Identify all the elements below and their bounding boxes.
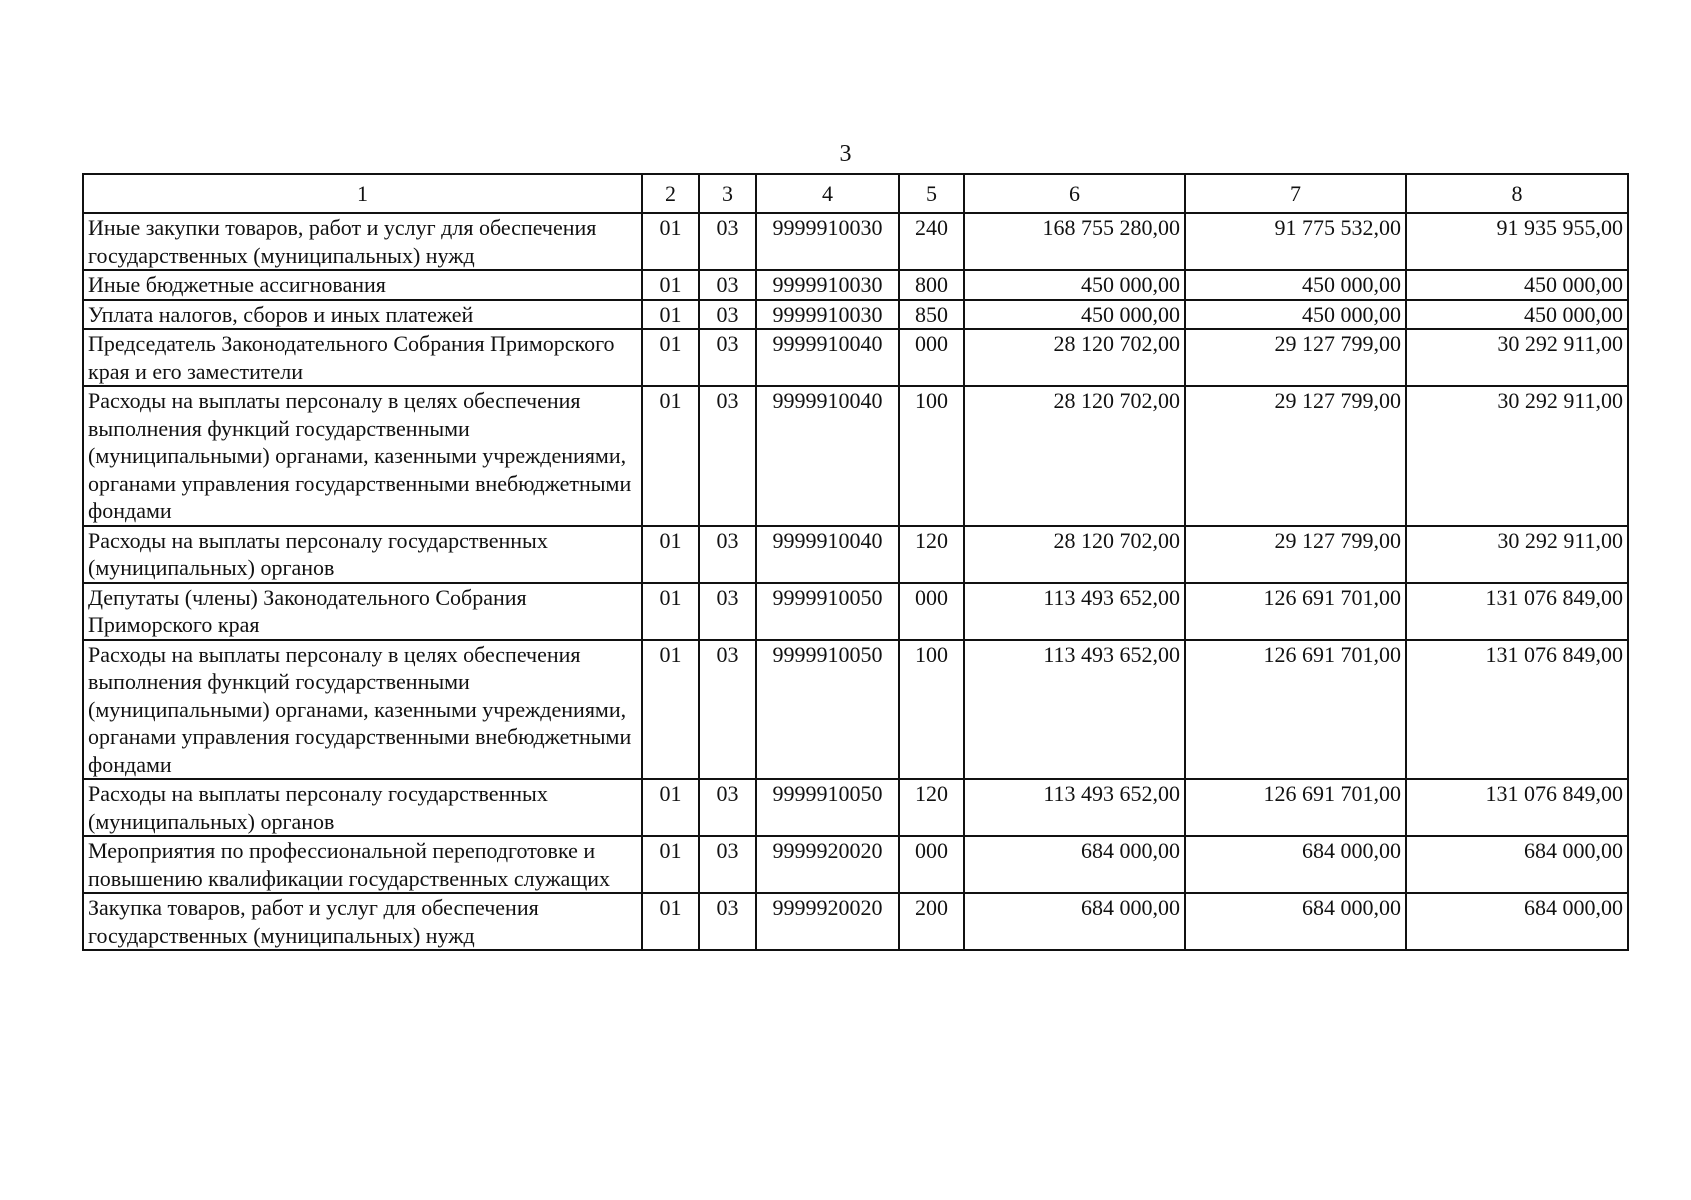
amount-cell: 450 000,00: [1406, 270, 1628, 300]
section-code-cell: 01: [642, 893, 699, 950]
section-code-cell: 01: [642, 213, 699, 270]
amount-cell: 91 775 532,00: [1185, 213, 1406, 270]
amount-cell: 131 076 849,00: [1406, 640, 1628, 780]
amount-cell: 450 000,00: [1185, 270, 1406, 300]
amount-cell: 684 000,00: [1185, 893, 1406, 950]
row-name-cell: Уплата налогов, сборов и иных платежей: [83, 300, 642, 330]
target-article-cell: 9999910040: [756, 526, 899, 583]
section-code-cell: 01: [642, 329, 699, 386]
subsection-code-cell: 03: [699, 836, 756, 893]
table-row: [83, 583, 1628, 640]
column-header: 4: [756, 174, 899, 213]
target-article-cell: 9999920020: [756, 836, 899, 893]
row-name-cell: Расходы на выплаты персоналу государственных (муниципальных) органов: [83, 526, 642, 583]
subsection-code-cell: 03: [699, 779, 756, 836]
amount-cell: 684 000,00: [1185, 836, 1406, 893]
expense-type-cell: 000: [899, 836, 964, 893]
expense-type-cell: 240: [899, 213, 964, 270]
amount-cell: 29 127 799,00: [1185, 329, 1406, 386]
table-row: [83, 526, 1628, 583]
section-code-cell: 01: [642, 640, 699, 780]
expense-type-cell: 100: [899, 386, 964, 526]
section-code-cell: 01: [642, 386, 699, 526]
table-row: [83, 779, 1628, 836]
column-header: 1: [83, 174, 642, 213]
amount-cell: 684 000,00: [964, 893, 1185, 950]
subsection-code-cell: 03: [699, 526, 756, 583]
budget-table: [82, 173, 1629, 951]
expense-type-cell: 850: [899, 300, 964, 330]
subsection-code-cell: 03: [699, 213, 756, 270]
amount-cell: 131 076 849,00: [1406, 583, 1628, 640]
target-article-cell: 9999910040: [756, 386, 899, 526]
row-name-cell: Иные закупки товаров, работ и услуг для обеспечения государственных (муниципальных) нужд: [83, 213, 642, 270]
column-header: 7: [1185, 174, 1406, 213]
row-name-cell: Расходы на выплаты персоналу в целях обеспечения выполнения функций государственными (муниципальными) органами, казенными учреждениями, органами управления государственными внебюджетными фондами: [83, 386, 642, 526]
table-row: [83, 300, 1628, 330]
amount-cell: 29 127 799,00: [1185, 386, 1406, 526]
row-name-cell: Расходы на выплаты персоналу государственных (муниципальных) органов: [83, 779, 642, 836]
row-name-cell: Закупка товаров, работ и услуг для обеспечения государственных (муниципальных) нужд: [83, 893, 642, 950]
subsection-code-cell: 03: [699, 270, 756, 300]
table-row: [83, 386, 1628, 526]
table-row: [83, 213, 1628, 270]
section-code-cell: 01: [642, 526, 699, 583]
column-number-row: [83, 174, 1628, 213]
target-article-cell: 9999910050: [756, 583, 899, 640]
amount-cell: 126 691 701,00: [1185, 640, 1406, 780]
amount-cell: 450 000,00: [964, 300, 1185, 330]
table-row: [83, 329, 1628, 386]
section-code-cell: 01: [642, 583, 699, 640]
expense-type-cell: 200: [899, 893, 964, 950]
table-row: [83, 893, 1628, 950]
column-header: 8: [1406, 174, 1628, 213]
subsection-code-cell: 03: [699, 300, 756, 330]
subsection-code-cell: 03: [699, 386, 756, 526]
amount-cell: 450 000,00: [1185, 300, 1406, 330]
expense-type-cell: 000: [899, 329, 964, 386]
column-header: 3: [699, 174, 756, 213]
target-article-cell: 9999910030: [756, 300, 899, 330]
amount-cell: 30 292 911,00: [1406, 526, 1628, 583]
subsection-code-cell: 03: [699, 893, 756, 950]
row-name-cell: Мероприятия по профессиональной переподготовке и повышению квалификации государственных служащих: [83, 836, 642, 893]
target-article-cell: 9999910030: [756, 270, 899, 300]
expense-type-cell: 120: [899, 526, 964, 583]
amount-cell: 28 120 702,00: [964, 526, 1185, 583]
amount-cell: 29 127 799,00: [1185, 526, 1406, 583]
page-number: 3: [839, 141, 852, 167]
subsection-code-cell: 03: [699, 640, 756, 780]
amount-cell: 113 493 652,00: [964, 779, 1185, 836]
expense-type-cell: 800: [899, 270, 964, 300]
amount-cell: 126 691 701,00: [1185, 583, 1406, 640]
amount-cell: 450 000,00: [964, 270, 1185, 300]
section-code-cell: 01: [642, 270, 699, 300]
target-article-cell: 9999910040: [756, 329, 899, 386]
amount-cell: 91 935 955,00: [1406, 213, 1628, 270]
expense-type-cell: 120: [899, 779, 964, 836]
row-name-cell: Депутаты (члены) Законодательного Собрания Приморского края: [83, 583, 642, 640]
row-name-cell: Иные бюджетные ассигнования: [83, 270, 642, 300]
row-name-cell: Расходы на выплаты персоналу в целях обеспечения выполнения функций государственными (муниципальными) органами, казенными учреждениями, органами управления государственными внебюджетными фондами: [83, 640, 642, 780]
amount-cell: 30 292 911,00: [1406, 386, 1628, 526]
target-article-cell: 9999920020: [756, 893, 899, 950]
target-article-cell: 9999910050: [756, 779, 899, 836]
expense-type-cell: 100: [899, 640, 964, 780]
target-article-cell: 9999910050: [756, 640, 899, 780]
expense-type-cell: 000: [899, 583, 964, 640]
table-body: [83, 213, 1628, 950]
subsection-code-cell: 03: [699, 329, 756, 386]
column-header: 2: [642, 174, 699, 213]
row-name-cell: Председатель Законодательного Собрания Приморского края и его заместители: [83, 329, 642, 386]
section-code-cell: 01: [642, 779, 699, 836]
section-code-cell: 01: [642, 836, 699, 893]
target-article-cell: 9999910030: [756, 213, 899, 270]
section-code-cell: 01: [642, 300, 699, 330]
amount-cell: 168 755 280,00: [964, 213, 1185, 270]
table-row: [83, 270, 1628, 300]
amount-cell: 684 000,00: [1406, 893, 1628, 950]
amount-cell: 684 000,00: [1406, 836, 1628, 893]
amount-cell: 28 120 702,00: [964, 386, 1185, 526]
amount-cell: 131 076 849,00: [1406, 779, 1628, 836]
amount-cell: 450 000,00: [1406, 300, 1628, 330]
amount-cell: 126 691 701,00: [1185, 779, 1406, 836]
column-header: 5: [899, 174, 964, 213]
amount-cell: 30 292 911,00: [1406, 329, 1628, 386]
amount-cell: 684 000,00: [964, 836, 1185, 893]
amount-cell: 113 493 652,00: [964, 640, 1185, 780]
column-header: 6: [964, 174, 1185, 213]
table-row: [83, 836, 1628, 893]
table-row: [83, 640, 1628, 780]
amount-cell: 28 120 702,00: [964, 329, 1185, 386]
subsection-code-cell: 03: [699, 583, 756, 640]
amount-cell: 113 493 652,00: [964, 583, 1185, 640]
